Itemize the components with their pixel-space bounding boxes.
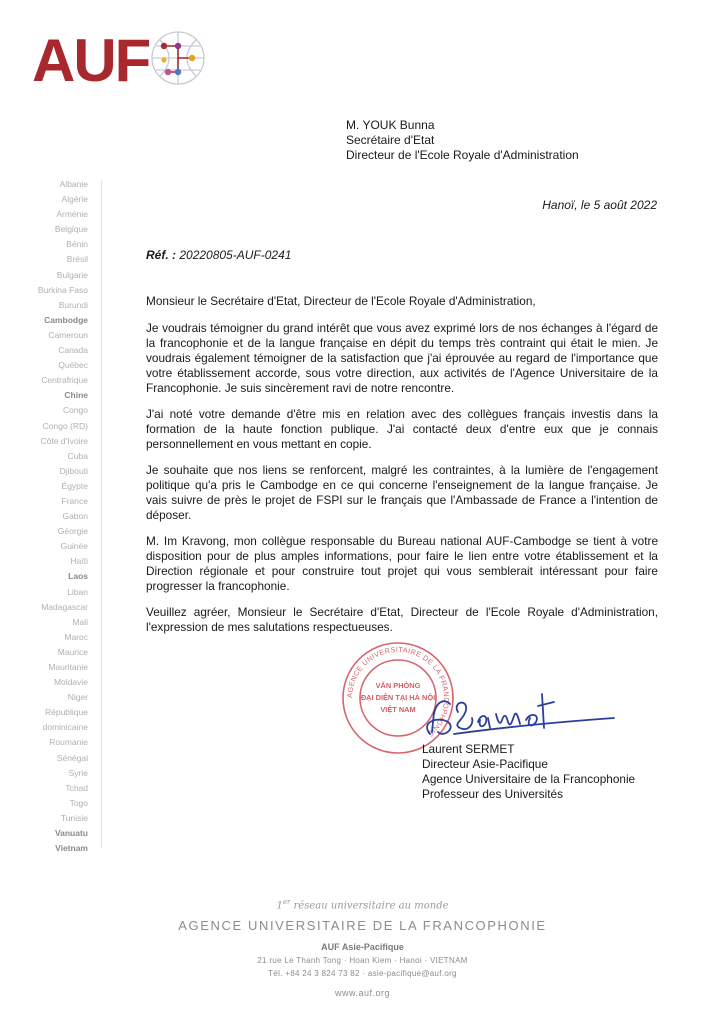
country-item: Tunisie: [60, 812, 88, 823]
country-item: Algérie: [61, 194, 88, 205]
country-item: Tchad: [65, 782, 88, 793]
country-list: [0, 177, 88, 856]
network-globe-icon: [142, 28, 214, 88]
tagline-number: 1: [276, 900, 283, 912]
country-item: Moldavie: [53, 677, 88, 688]
country-item: Maurice: [57, 646, 88, 657]
country-item: Haïti: [70, 556, 88, 567]
country-item: Togo: [69, 797, 88, 808]
signer-organization: Agence Universitaire de la Francophonie: [422, 772, 636, 786]
reference-line: [146, 248, 291, 262]
logo-wordmark: AUF: [32, 27, 150, 94]
footer-unit: AUF Asie-Pacifique: [321, 942, 404, 952]
signer-block: [422, 742, 635, 802]
stamp-ring-text: AGENCE UNIVERSITAIRE DE LA FRANCOPHONIE: [344, 644, 452, 739]
tagline-superscript: er: [282, 898, 291, 906]
country-item: Burundi: [58, 299, 88, 310]
body-paragraph: M. Im Kravong, mon collègue responsable du Bureau national AUF-Cambodge se tient à votre disposition pour de plus amples informations, pour faire le lien entre votre établissement et la Direction régionale et pour construire tout projet qui vous semblerait intéressant pour faire progresser la francophonie.: [146, 534, 658, 593]
country-item: Roumanie: [49, 737, 88, 748]
country-item: Québec: [58, 360, 88, 371]
stamp-line: ĐẠI DIỆN TẠI HÀ NỘI: [360, 693, 436, 702]
footer-contact: Tél. +84 24 3 824 73 82 · asie-pacifique@auf.org: [268, 969, 457, 978]
country-item: Vietnam: [55, 843, 88, 854]
country-item: Bénin: [66, 239, 88, 250]
body-paragraph: J'ai noté votre demande d'être mis en relation avec des collègues français investis dans la formation de la haute fonction publique. J'ai contacté deux d'entre eux que je connais personnellement en vous mettant en copie.: [146, 407, 658, 451]
country-item: Centrafrique: [41, 375, 88, 386]
country-item: Laos: [68, 571, 88, 582]
country-item: Sénégal: [56, 752, 88, 763]
country-item: Mauritanie: [48, 662, 88, 672]
country-item: Côte d'Ivoire: [40, 435, 88, 446]
country-item: Niger: [67, 692, 88, 703]
country-item: Madagascar: [41, 601, 88, 612]
closing-paragraph: Veuillez agréer, Monsieur le Secrétaire d'Etat, Directeur de l'Ecole Royale d'Administration, l'expression de mes salutations respectueuses.: [146, 605, 658, 634]
addressee-role: Directeur de l'Ecole Royale d'Administration: [346, 148, 579, 162]
addressee-title: Secrétaire d'Etat: [346, 133, 435, 147]
country-item: Arménie: [56, 209, 88, 220]
country-item: Mali: [72, 616, 88, 627]
footer-agency-name: AGENCE UNIVERSITAIRE DE LA FRANCOPHONIE: [178, 918, 547, 933]
country-item: Guinée: [60, 541, 88, 552]
country-item: Chine: [64, 390, 88, 401]
tagline-text: réseau universitaire au monde: [290, 900, 449, 912]
stamp-line: VIỆT NAM: [380, 705, 416, 714]
country-item: République: [44, 707, 88, 718]
footer-website[interactable]: www.auf.org: [334, 988, 391, 998]
addressee-block: [346, 118, 579, 163]
reference-value: 20220805-AUF-0241: [179, 248, 292, 262]
country-item: Égypte: [61, 480, 88, 491]
country-item: Brésil: [66, 254, 88, 265]
country-item: Cambodge: [44, 314, 88, 325]
salutation: Monsieur le Secrétaire d'Etat, Directeur de l'Ecole Royale d'Administration,: [146, 294, 536, 308]
footer-tagline: [0, 898, 725, 911]
country-item: Djibouti: [59, 465, 88, 476]
country-item: Maroc: [64, 631, 88, 642]
footer-address: 21 rue Le Thanh Tong · Hoan Kiem · Hanoi · VIETNAM: [257, 956, 468, 965]
signer-name: Laurent SERMET: [422, 742, 515, 756]
country-item: France: [61, 495, 88, 506]
sidebar-divider: [101, 180, 102, 848]
stamp-line: VĂN PHÒNG: [375, 681, 421, 690]
country-item: Cuba: [67, 450, 88, 461]
country-item: dominicaine: [42, 722, 88, 733]
country-item: Gabon: [62, 511, 88, 522]
signer-title: Directeur Asie-Pacifique: [422, 757, 548, 771]
body-paragraph: Je voudrais témoigner du grand intérêt que vous avez exprimé lors de nos échanges à l'égard de la francophonie et de la langue française en dépit du temps très contraint qui était le mien. Je voudrais également témoigner de la satisfaction que j'ai éprouvée au regard de l'importance que votre établissement accorde, sous votre direction, aux activités de l'Agence Universitaire de la Francophonie. Je suis sincèrement ravi de notre rencontre.: [146, 321, 658, 395]
country-item: Vanuatu: [54, 828, 88, 839]
reference-label: Réf. :: [146, 248, 176, 262]
signer-rank: Professeur des Universités: [422, 787, 563, 801]
country-item: Syrie: [68, 767, 88, 778]
country-item: Bulgarie: [56, 269, 88, 280]
country-item: Albanie: [59, 179, 88, 189]
country-item: Géorgie: [57, 526, 88, 537]
country-item: Canada: [58, 345, 88, 356]
handwritten-signature: [418, 672, 618, 752]
country-item: Congo (RD): [42, 420, 88, 431]
addressee-name: M. YOUK Bunna: [346, 118, 435, 132]
country-item: Belgique: [54, 224, 88, 235]
letter-body: [146, 294, 658, 646]
letter-date: Hanoï, le 5 août 2022: [542, 198, 657, 212]
country-item: Congo: [62, 405, 88, 416]
country-item: Liban: [67, 586, 88, 597]
country-item: Cameroun: [48, 329, 88, 340]
country-item: Burkina Faso: [37, 284, 88, 295]
body-paragraph: Je souhaite que nos liens se renforcent, malgré les contraintes, à la lumière de l'engagement politique qu'a pris le Cambodge en ce qui concerne l'enseignement de la langue française. Je vais suivre de près le projet de FSPI sur le français que l'Ambassade de France a l'intention de déposer.: [146, 463, 658, 522]
